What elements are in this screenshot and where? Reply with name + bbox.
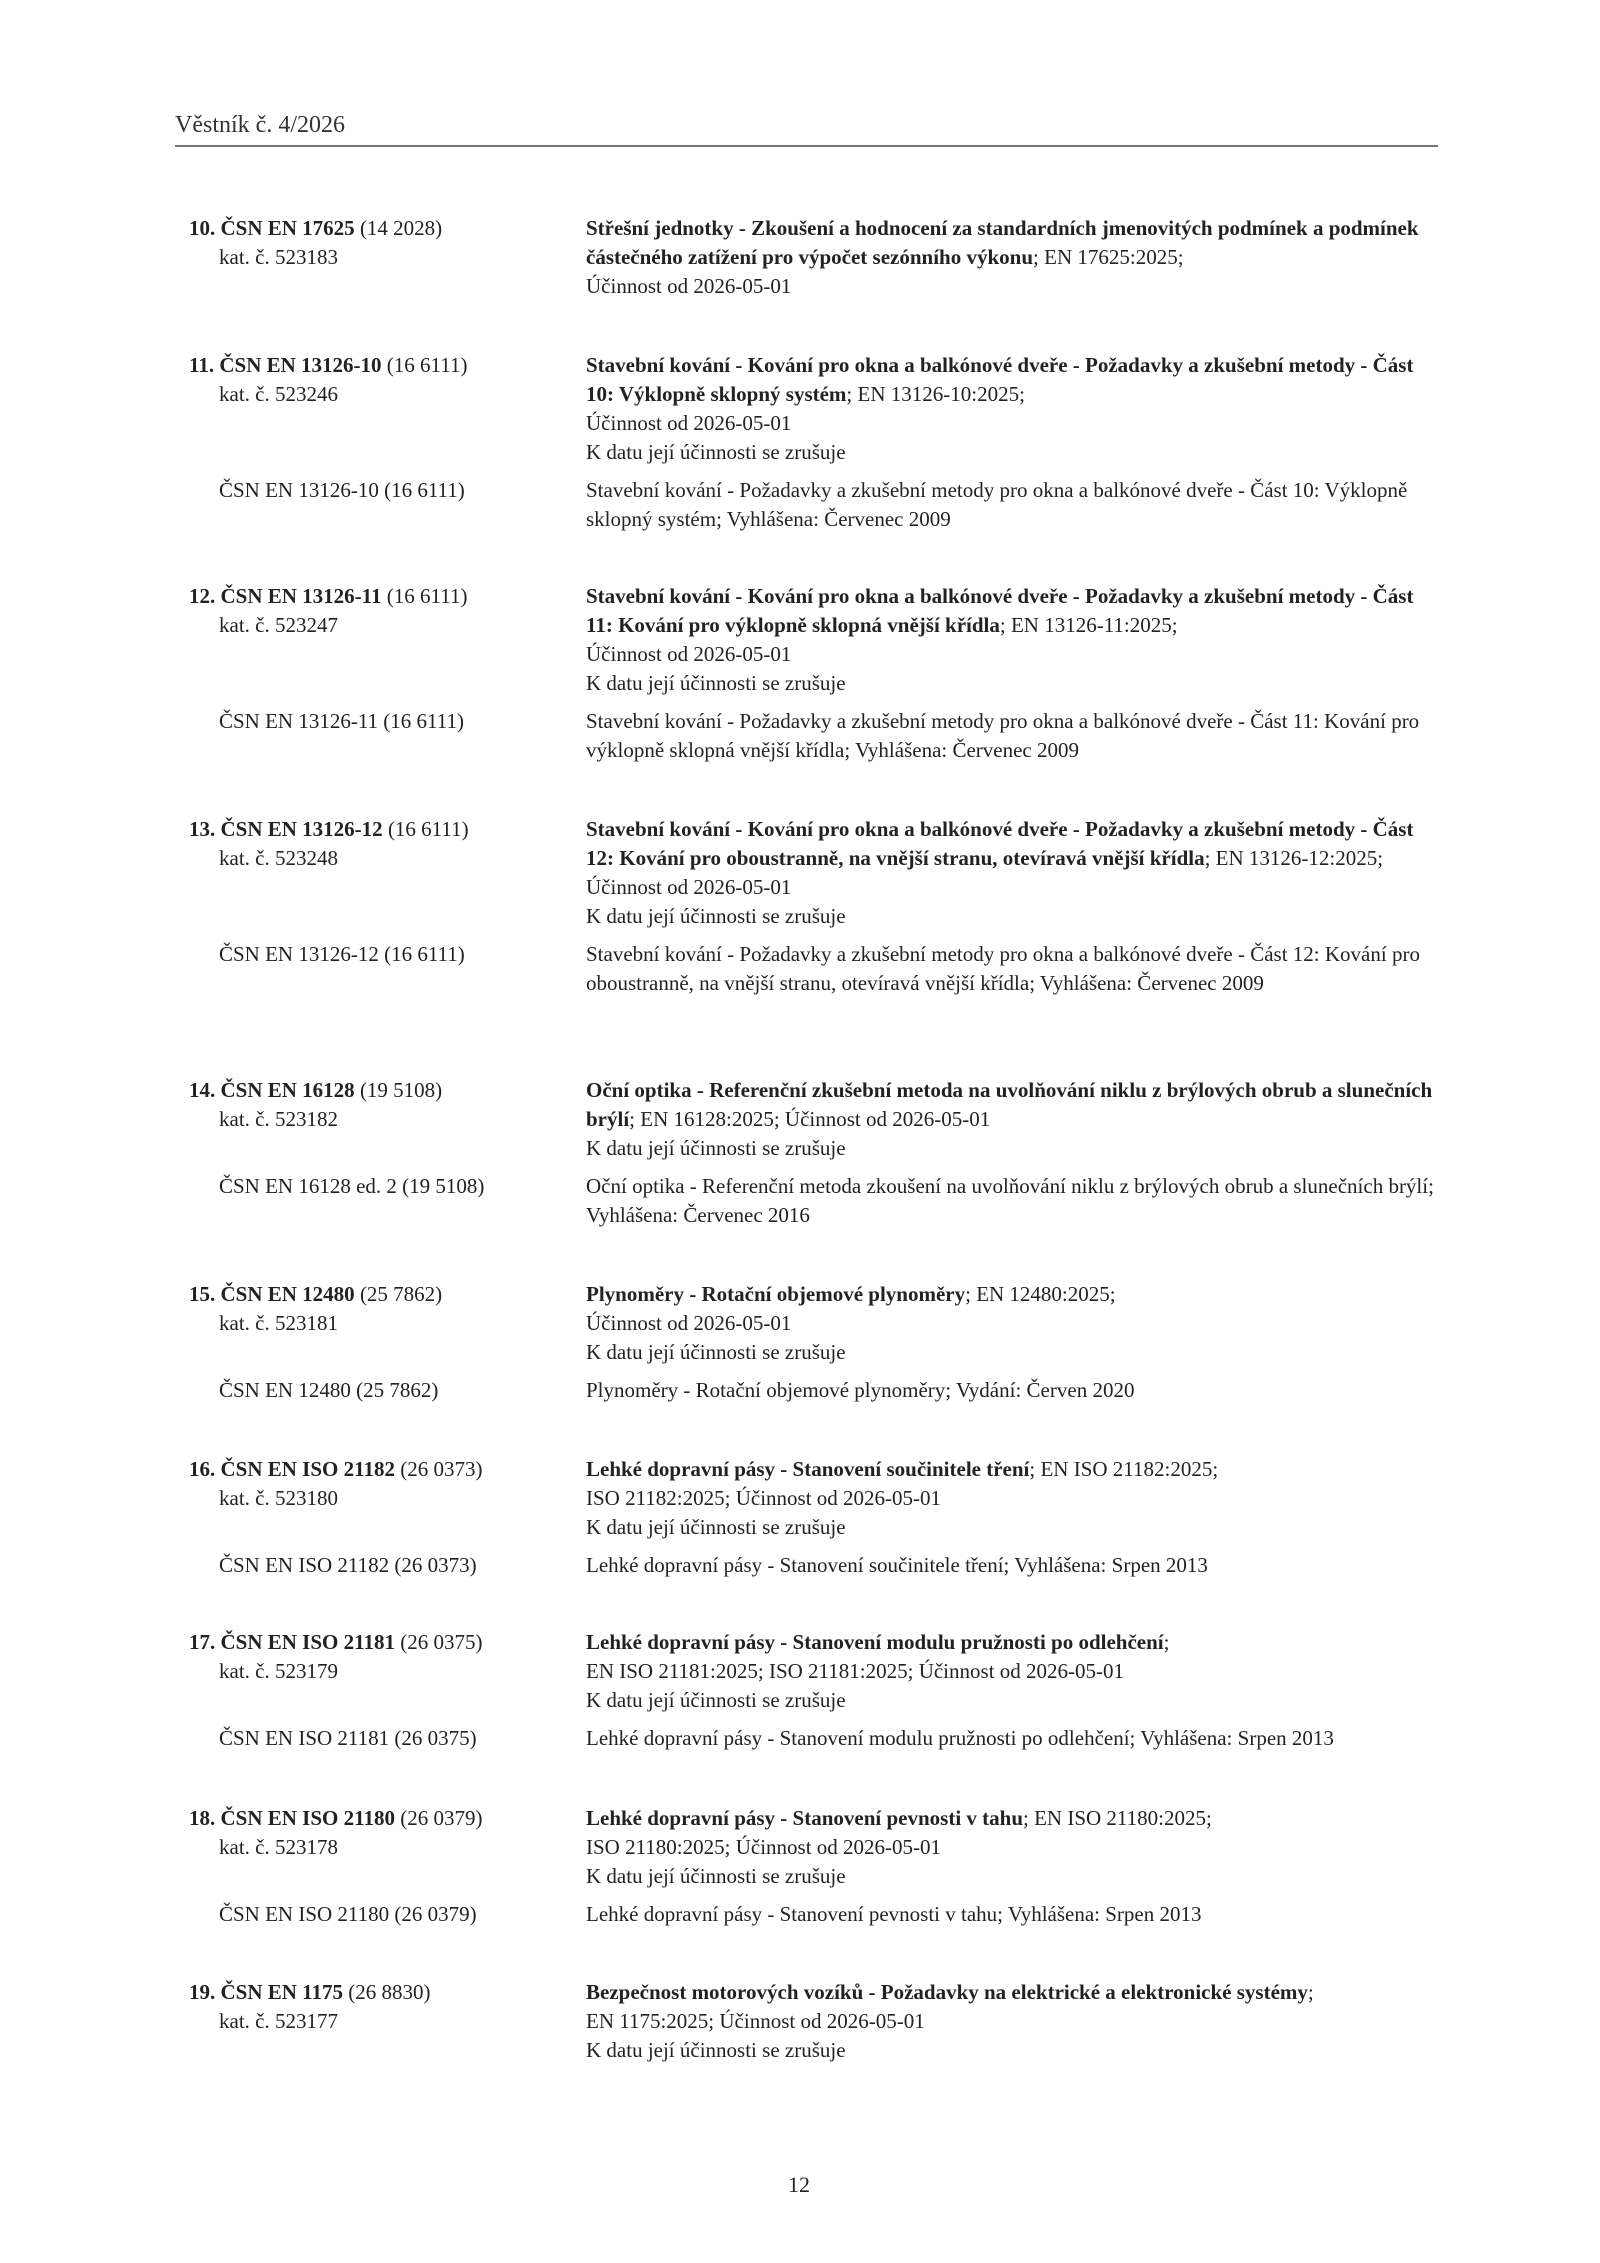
standard-title: Bezpečnost motorových vozíků - Požadavky na elektrické a elektronické systémy [586, 1980, 1308, 2004]
catalog-number: kat. č. 523178 [219, 1835, 338, 1859]
standard-entry [189, 1280, 1439, 1405]
catalog-number: kat. č. 523181 [219, 1311, 338, 1335]
replaced-description: Lehké dopravní pásy - Stanovení součinitele tření; Vyhlášena: Srpen 2013 [586, 1553, 1208, 1577]
classification: (26 8830) [348, 1980, 431, 2004]
standard-title: Oční optika - Referenční zkušební metoda na uvolňování niklu z brýlových obrub a slunečních brýlí [586, 1078, 1433, 1131]
page-number: 12 [788, 2172, 810, 2197]
header-divider [175, 145, 1438, 147]
standard-entry [189, 214, 1439, 301]
entry-note: Účinnost od 2026-05-01 [586, 1311, 792, 1335]
new-standard [189, 815, 1439, 931]
replaced-description: Lehké dopravní pásy - Stanovení modulu pružnosti po odlehčení; Vyhlášena: Srpen 2013 [586, 1726, 1334, 1750]
standard-reference: ; [1307, 1980, 1314, 2004]
standard-code: ČSN EN ISO 21181 [220, 1630, 395, 1654]
standard-title: Lehké dopravní pásy - Stanovení pevnosti v tahu [586, 1806, 1024, 1830]
entry-note: EN 1175:2025; Účinnost od 2026-05-01 [586, 2009, 925, 2033]
standard-code: ČSN EN 13126-11 [220, 584, 382, 608]
entry-note: EN ISO 21181:2025; ISO 21181:2025; Účinnost od 2026-05-01 [586, 1659, 1125, 1683]
replaced-standard [189, 1724, 1439, 1753]
replaced-code: ČSN EN ISO 21181 (26 0375) [219, 1726, 477, 1750]
standard-entry [189, 582, 1439, 765]
standard-title: Plynoměry - Rotační objemové plynoměry [586, 1282, 966, 1306]
standard-entry [189, 1628, 1439, 1753]
standard-title: Stavební kování - Kování pro okna a balkónové dveře - Požadavky a zkušební metody - Část 10: Výklopně sklopný systém [586, 353, 1414, 406]
standard-entry [189, 1978, 1439, 2065]
standard-reference: ; EN ISO 21182:2025; [1029, 1457, 1219, 1481]
catalog-number: kat. č. 523248 [219, 846, 338, 870]
standard-entry [189, 1804, 1439, 1929]
replaced-standard [189, 1551, 1439, 1580]
replaced-description: Oční optika - Referenční metoda zkoušení na uvolňování niklu z brýlových obrub a slunečních brýlí; Vyhlášena: Červenec 2016 [586, 1174, 1434, 1227]
standard-code: ČSN EN 17625 [220, 216, 355, 240]
new-standard [189, 582, 1439, 698]
replaced-code: ČSN EN ISO 21182 (26 0373) [219, 1553, 477, 1577]
standard-code: ČSN EN 1175 [220, 1980, 344, 2004]
standard-reference: ; EN 17625:2025; [1033, 245, 1184, 269]
replaced-description: Plynoměry - Rotační objemové plynoměry; Vydání: Červen 2020 [586, 1378, 1135, 1402]
new-standard [189, 214, 1439, 301]
entry-note: Účinnost od 2026-05-01 [586, 642, 792, 666]
classification: (16 6111) [386, 353, 468, 377]
entry-number: 16. [189, 1457, 216, 1481]
standard-reference: ; EN 16128:2025; Účinnost od 2026-05-01 [629, 1107, 991, 1131]
replaced-standard [189, 940, 1439, 998]
standard-code: ČSN EN ISO 21182 [220, 1457, 395, 1481]
bulletin-title: Věstník č. 4/2026 [175, 112, 345, 138]
entry-note: K datu její účinnosti se zrušuje [586, 440, 846, 464]
catalog-number: kat. č. 523246 [219, 382, 338, 406]
classification: (14 2028) [359, 216, 443, 240]
classification: (26 0375) [400, 1630, 483, 1654]
entry-number: 19. [189, 1980, 216, 2004]
entry-note: ISO 21182:2025; Účinnost od 2026-05-01 [586, 1486, 942, 1510]
classification: (19 5108) [359, 1078, 443, 1102]
entry-number: 13. [189, 817, 216, 841]
replaced-code: ČSN EN 12480 (25 7862) [219, 1378, 439, 1402]
entry-note: K datu její účinnosti se zrušuje [586, 1688, 846, 1712]
replaced-code: ČSN EN 13126-11 (16 6111) [219, 709, 464, 733]
standard-code: ČSN EN 13126-10 [219, 353, 382, 377]
replaced-description: Stavební kování - Požadavky a zkušební metody pro okna a balkónové dveře - Část 12: Kování pro oboustranně, na vnější stranu, otevíravá vnější křídla; Vyhlášena: Červenec 2009 [586, 942, 1420, 995]
entry-note: Účinnost od 2026-05-01 [586, 411, 792, 435]
entry-number: 14. [189, 1078, 216, 1102]
standard-reference: ; EN 12480:2025; [965, 1282, 1116, 1306]
standard-entry [189, 1455, 1439, 1580]
entry-number: 15. [189, 1282, 216, 1306]
catalog-number: kat. č. 523182 [219, 1107, 338, 1131]
standard-reference: ; EN 13126-11:2025; [999, 613, 1178, 637]
entry-number: 12. [189, 584, 216, 608]
entry-note: K datu její účinnosti se zrušuje [586, 1136, 846, 1160]
new-standard [189, 351, 1439, 467]
standard-entry [189, 815, 1439, 998]
entry-number: 10. [189, 216, 216, 240]
entry-number: 11. [189, 353, 215, 377]
entry-note: K datu její účinnosti se zrušuje [586, 1864, 846, 1888]
replaced-standard [189, 1376, 1439, 1405]
replaced-description: Stavební kování - Požadavky a zkušební metody pro okna a balkónové dveře - Část 10: Výklopně sklopný systém; Vyhlášena: Červenec 2009 [586, 478, 1408, 531]
new-standard [189, 1076, 1439, 1163]
entry-number: 18. [189, 1806, 216, 1830]
entry-note: K datu její účinnosti se zrušuje [586, 1340, 846, 1364]
catalog-number: kat. č. 523180 [219, 1486, 338, 1510]
new-standard [189, 1804, 1439, 1891]
replaced-description: Lehké dopravní pásy - Stanovení pevnosti v tahu; Vyhlášena: Srpen 2013 [586, 1902, 1202, 1926]
standard-entry [189, 351, 1439, 534]
entry-note: K datu její účinnosti se zrušuje [586, 1515, 846, 1539]
standard-title: Lehké dopravní pásy - Stanovení součinitele tření [586, 1457, 1030, 1481]
standard-code: ČSN EN ISO 21180 [220, 1806, 395, 1830]
standard-code: ČSN EN 13126-12 [220, 817, 383, 841]
catalog-number: kat. č. 523177 [219, 2009, 338, 2033]
standard-reference: ; EN 13126-10:2025; [846, 382, 1025, 406]
entry-note: K datu její účinnosti se zrušuje [586, 2038, 846, 2062]
standard-reference: ; [1163, 1630, 1170, 1654]
entry-note: K datu její účinnosti se zrušuje [586, 904, 846, 928]
standard-title: Stavební kování - Kování pro okna a balkónové dveře - Požadavky a zkušební metody - Část 11: Kování pro výklopně sklopná vnější křídla [586, 584, 1414, 637]
standard-code: ČSN EN 12480 [220, 1282, 355, 1306]
entry-note: Účinnost od 2026-05-01 [586, 274, 792, 298]
standard-entry [189, 1076, 1439, 1230]
replaced-code: ČSN EN 16128 ed. 2 (19 5108) [219, 1174, 485, 1198]
standard-title: Lehké dopravní pásy - Stanovení modulu pružnosti po odlehčení [586, 1630, 1164, 1654]
classification: (26 0373) [400, 1457, 483, 1481]
classification: (16 6111) [386, 584, 468, 608]
entry-note: K datu její účinnosti se zrušuje [586, 671, 846, 695]
new-standard [189, 1978, 1439, 2065]
replaced-description: Stavební kování - Požadavky a zkušební metody pro okna a balkónové dveře - Část 11: Kování pro výklopně sklopná vnější křídla; Vyhlášena: Červenec 2009 [586, 709, 1420, 762]
replaced-standard [189, 1172, 1439, 1230]
replaced-standard [189, 707, 1439, 765]
standard-title: Stavební kování - Kování pro okna a balkónové dveře - Požadavky a zkušební metody - Část 12: Kování pro oboustranně, na vnější stranu, otevíravá vnější křídla [586, 817, 1414, 870]
new-standard [189, 1455, 1439, 1542]
catalog-number: kat. č. 523247 [219, 613, 338, 637]
entry-number: 17. [189, 1630, 216, 1654]
replaced-code: ČSN EN ISO 21180 (26 0379) [219, 1902, 477, 1926]
replaced-standard [189, 1900, 1439, 1929]
classification: (26 0379) [400, 1806, 483, 1830]
catalog-number: kat. č. 523179 [219, 1659, 338, 1683]
replaced-code: ČSN EN 13126-10 (16 6111) [219, 478, 465, 502]
classification: (16 6111) [387, 817, 469, 841]
catalog-number: kat. č. 523183 [219, 245, 338, 269]
standard-title: Střešní jednotky - Zkoušení a hodnocení za standardních jmenovitých podmínek a podmínek částečného zatížení pro výpočet sezónního výkonu [586, 216, 1419, 269]
replaced-code: ČSN EN 13126-12 (16 6111) [219, 942, 465, 966]
entry-note: ISO 21180:2025; Účinnost od 2026-05-01 [586, 1835, 942, 1859]
standard-reference: ; EN ISO 21180:2025; [1023, 1806, 1212, 1830]
new-standard [189, 1280, 1439, 1367]
standard-code: ČSN EN 16128 [220, 1078, 355, 1102]
classification: (25 7862) [359, 1282, 443, 1306]
replaced-standard [189, 476, 1439, 534]
standard-reference: ; EN 13126-12:2025; Účinnost od 2026-05-01 [586, 846, 1384, 899]
new-standard [189, 1628, 1439, 1715]
